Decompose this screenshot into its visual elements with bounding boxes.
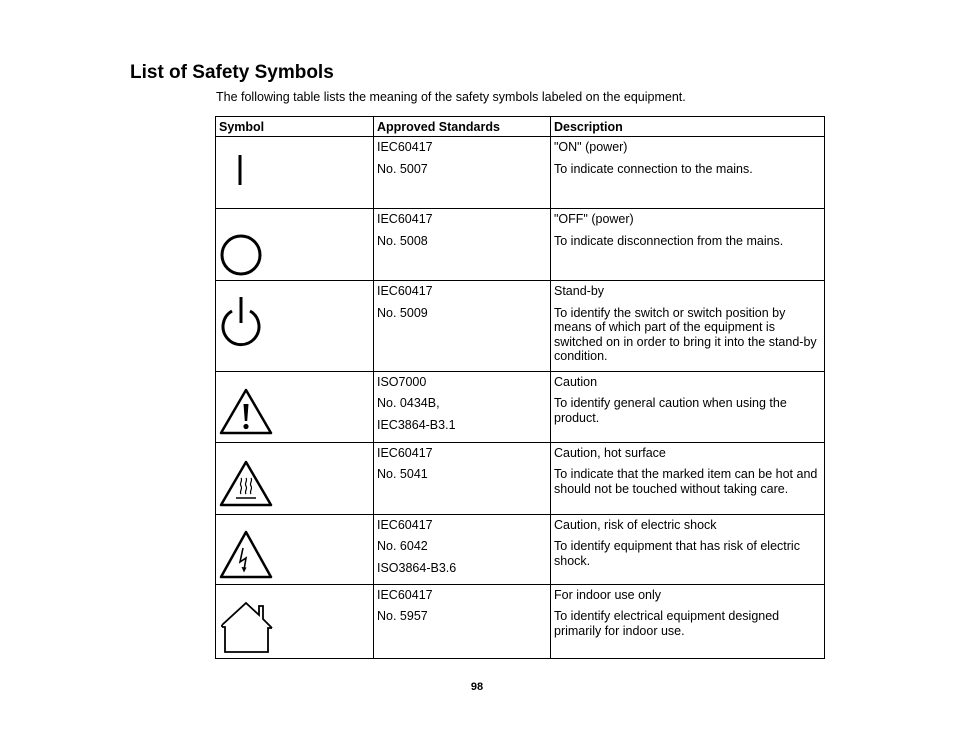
description-title: Caution, hot surface: [554, 445, 666, 460]
description-text: To identify general caution when using the product.: [554, 396, 787, 425]
description-text: To identify equipment that has risk of electric shock.: [554, 539, 800, 568]
standard-code: IEC60417: [377, 517, 433, 532]
table-row: [216, 137, 825, 209]
page-title: List of Safety Symbols: [130, 62, 334, 83]
description-title: Stand-by: [554, 284, 605, 298]
standard-code: IEC60417: [377, 212, 433, 226]
standard-code: IEC60417: [377, 587, 433, 602]
description-text: To indicate that the marked item can be hot and should not be touched without taking care.: [554, 467, 818, 496]
standard-number: No. 5957: [377, 609, 428, 623]
standard-cell: [374, 371, 551, 442]
standard-code: ISO7000: [377, 374, 427, 389]
header-description: Description: [551, 117, 825, 137]
symbol-cell: [216, 371, 374, 442]
table-row: [216, 281, 825, 372]
electric-shock-icon: [218, 529, 274, 581]
standard-code: IEC60417: [377, 445, 433, 460]
symbol-cell: [216, 442, 374, 514]
standard-number: IEC3864-B3.1: [377, 417, 456, 432]
description-text: To identify the switch or switch position by means of which part of the equipment is switched on in order to bring it into the stand-by condition.: [554, 305, 817, 363]
description-title: "ON" (power): [554, 140, 628, 154]
standard-cell: [374, 514, 551, 584]
standard-cell: [374, 442, 551, 514]
table-row: [216, 209, 825, 281]
standard-code: IEC60417: [377, 140, 433, 154]
description-title: For indoor use only: [554, 587, 662, 602]
description-cell: [551, 371, 825, 442]
standard-number: No. 5008: [377, 233, 428, 248]
description-cell: [551, 584, 825, 658]
table-header-row: [216, 117, 825, 137]
standby-icon: [218, 295, 264, 347]
safety-symbols-table: [215, 116, 825, 659]
table-row: [216, 514, 825, 584]
description-cell: [551, 209, 825, 281]
standard-cell: [374, 137, 551, 209]
standard-number: No. 5041: [377, 467, 428, 481]
header-symbol: Symbol: [216, 117, 374, 137]
hot-surface-icon: [218, 459, 274, 509]
symbol-cell: [216, 584, 374, 658]
standard-number: No. 0434B,: [377, 396, 440, 410]
description-title: Caution: [554, 374, 598, 389]
description-cell: [551, 514, 825, 584]
standard-code: IEC60417: [377, 284, 433, 298]
header-approved-standards: Approved Standards: [374, 117, 551, 137]
description-text: To indicate connection to the mains.: [554, 161, 753, 176]
table-row: [216, 371, 825, 442]
description-title: Caution, risk of electric shock: [554, 517, 717, 532]
description-text: To identify electrical equipment designed primarily for indoor use.: [554, 609, 780, 638]
symbol-cell: [216, 514, 374, 584]
standard-number: No. 5007: [377, 161, 428, 176]
standard-number: ISO3864-B3.6: [377, 560, 457, 575]
description-cell: [551, 281, 825, 372]
standard-cell: [374, 584, 551, 658]
page-number: 98: [470, 681, 484, 693]
caution-icon: [218, 387, 274, 437]
intro-text: The following table lists the meaning of the safety symbols labeled on the equipment.: [216, 90, 686, 104]
indoor-use-icon: [218, 599, 276, 655]
description-title: "OFF" (power): [554, 212, 634, 226]
power-on-icon: [230, 151, 250, 191]
description-cell: [551, 442, 825, 514]
standard-cell: [374, 209, 551, 281]
standard-cell: [374, 281, 551, 372]
description-text: To indicate disconnection from the mains.: [554, 233, 784, 248]
symbol-cell: [216, 209, 374, 281]
standard-number: No. 6042: [377, 539, 428, 553]
symbol-cell: [216, 281, 374, 372]
description-cell: [551, 137, 825, 209]
standard-number: No. 5009: [377, 305, 428, 320]
symbol-cell: [216, 137, 374, 209]
power-off-icon: [218, 232, 264, 278]
table-row: [216, 584, 825, 658]
table-row: [216, 442, 825, 514]
